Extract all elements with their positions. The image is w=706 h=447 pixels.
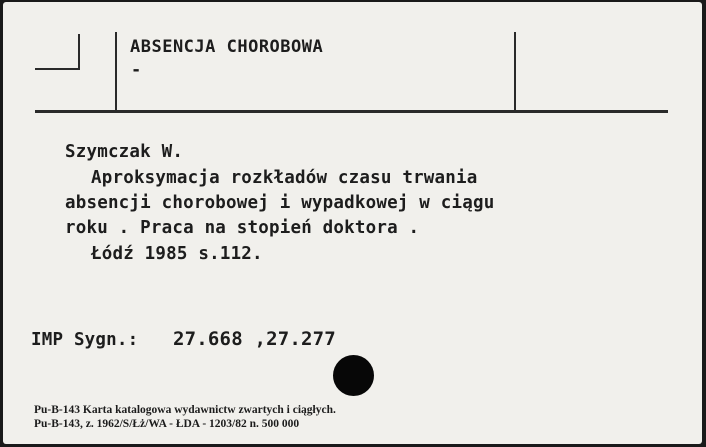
title-line-3: roku . Praca na stopień doktora . — [65, 218, 420, 238]
author-line: Szymczak W. — [65, 142, 184, 162]
punch-hole — [333, 355, 374, 396]
footer-form-line-1: Pu-B-143 Karta katalogowa wydawnictw zwartych i ciągłych. — [34, 404, 336, 416]
signature-numbers: 27.668 ,27.277 — [173, 328, 336, 350]
header-left-corner-vertical — [78, 34, 80, 70]
header-divider-right — [514, 32, 516, 112]
subject-dash: - — [131, 60, 142, 80]
header-divider-left — [115, 32, 117, 112]
imprint-line: Łódź 1985 s.112. — [91, 244, 263, 264]
catalog-card — [3, 2, 702, 444]
signature-label: IMP Sygn.: — [31, 330, 139, 350]
footer-form-line-2: Pu-B-143, z. 1962/S/Łż/WA - ŁDA - 1203/82 n. 500 000 — [34, 418, 300, 430]
title-line-2: absencji chorobowej i wypadkowej w ciągu — [65, 193, 495, 213]
header-left-corner-horizontal — [35, 68, 80, 70]
title-line-1: Aproksymacja rozkładów czasu trwania — [91, 168, 478, 188]
subject-heading: ABSENCJA CHOROBOWA — [130, 37, 324, 57]
header-bottom-rule — [35, 110, 668, 113]
